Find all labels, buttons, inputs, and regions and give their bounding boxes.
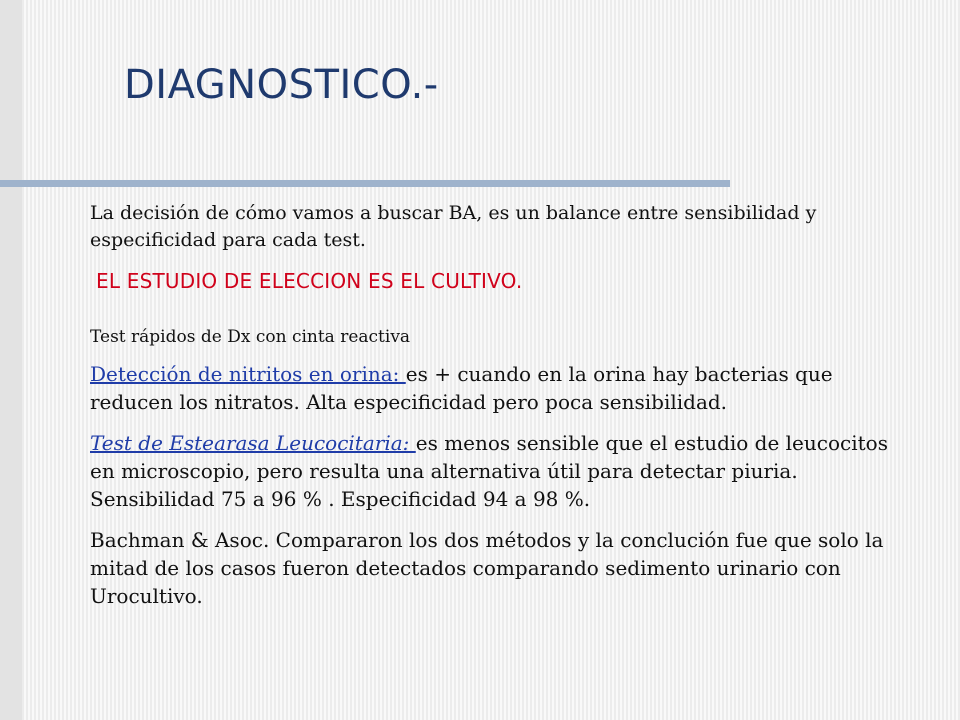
estearasa-link[interactable]: Test de Estearasa Leucocitaria: [90, 431, 416, 455]
estearasa-paragraph [90, 429, 890, 513]
nitritos-link[interactable]: Detección de nitritos en orina: [90, 362, 406, 386]
intro-paragraph: La decisión de cómo vamos a buscar BA, es un balance entre sensibilidad y especificidad para cada test. [90, 202, 817, 251]
nitritos-text: es + cuando en la orina hay bacterias que reducen los nitratos. Alta especificidad pero poca sensibilidad. [90, 362, 833, 414]
estearasa-text: es menos sensible que el estudio de leucocitos en microscopio, pero resulta una alternativa útil para detectar piuria. Sensibilidad 75 a 96 % . Especificidad 94 a 98 %. [90, 431, 888, 511]
bachman-paragraph: Bachman & Asoc. Compararon los dos métodos y la conclución fue que solo la mitad de los casos fueron detectados comparando sedimento urinario con Urocultivo. [90, 528, 884, 608]
highlight-statement: EL ESTUDIO DE ELECCION ES EL CULTIVO. [96, 269, 523, 293]
slide-body [90, 200, 890, 610]
title-divider [0, 180, 730, 187]
rapid-tests-subheading: Test rápidos de Dx con cinta reactiva [90, 327, 411, 347]
slide-title: DIAGNOSTICO.- [124, 62, 439, 108]
nitritos-paragraph [90, 360, 890, 416]
left-margin-bar [0, 0, 22, 720]
